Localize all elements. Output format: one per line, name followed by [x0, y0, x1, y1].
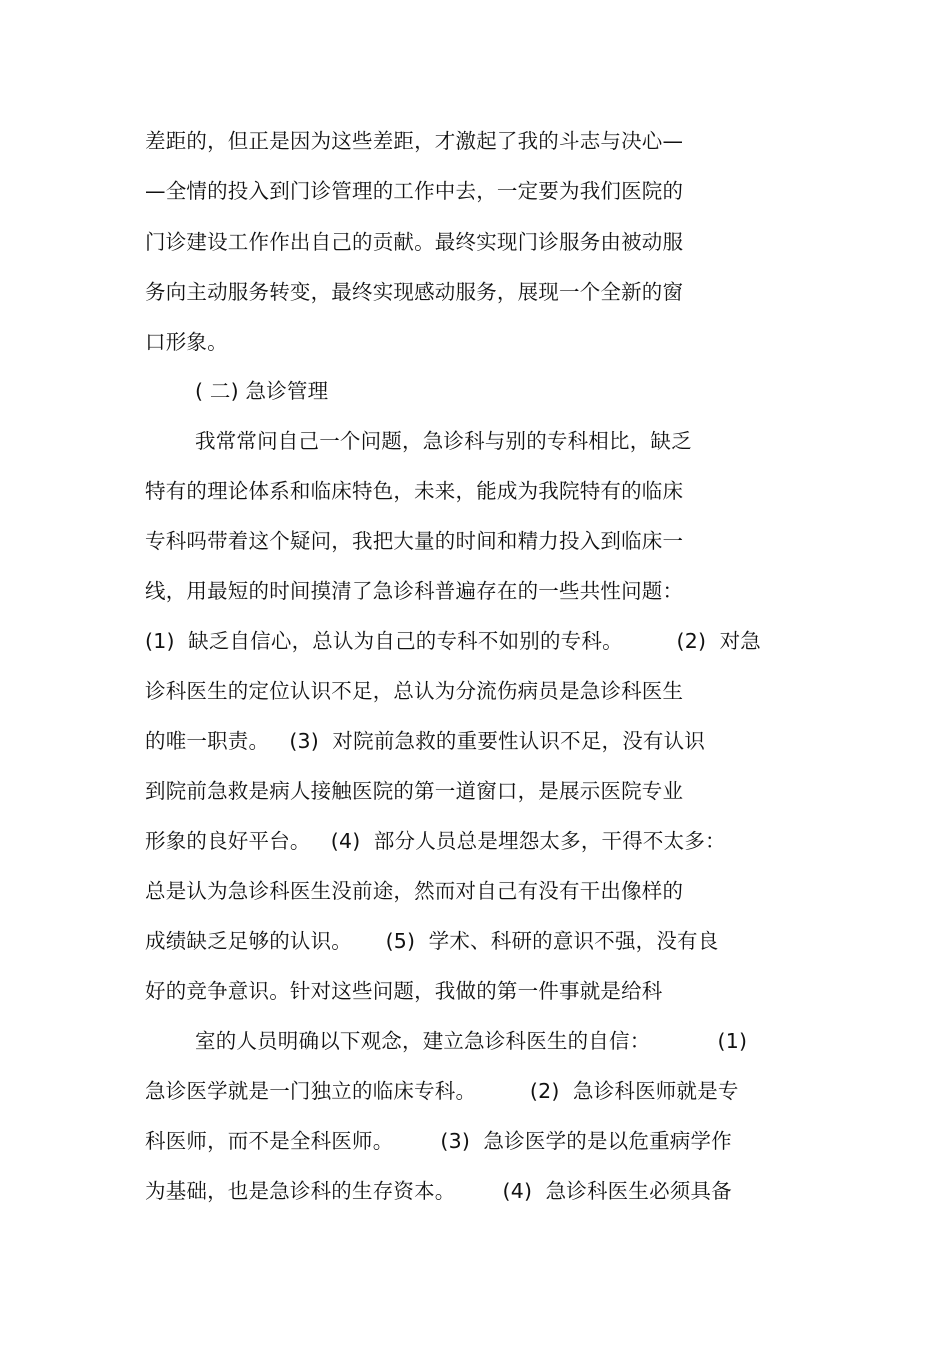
paragraph-line: 线，用最短的时间摸清了急诊科普遍存在的一些共性问题： [145, 579, 684, 603]
paragraph-line: 形象的良好平台。 (4) 部分人员总是埋怨太多，干得不太多： [145, 829, 726, 853]
paragraph-line: 的唯一职责。 (3) 对院前急救的重要性认识不足，没有认识 [145, 729, 706, 753]
paragraph-line: 科医师，而不是全科医师。 (3) 急诊医学的是以危重病学作 [145, 1129, 732, 1153]
paragraph-line: 到院前急救是病人接触医院的第一道窗口，是展示医院专业 [145, 779, 684, 803]
paragraph-line: 室的人员明确以下观念，建立急诊科医生的自信： (1) [195, 1029, 748, 1053]
paragraph-line: 专科吗带着这个疑问，我把大量的时间和精力投入到临床一 [145, 529, 684, 553]
paragraph-line: 门诊建设工作作出自己的贡献。最终实现门诊服务由被动服 [145, 230, 684, 254]
paragraph-line: 口形象。 [145, 330, 228, 354]
paragraph-line: —全情的投入到门诊管理的工作中去，一定要为我们医院的 [145, 179, 684, 203]
paragraph-line: 我常常问自己一个问题，急诊科与别的专科相比，缺乏 [195, 429, 692, 453]
paragraph-line: 好的竞争意识。针对这些问题，我做的第一件事就是给科 [145, 979, 663, 1003]
paragraph-line: 务向主动服务转变，最终实现感动服务，展现一个全新的窗 [145, 280, 684, 304]
section-heading: ( 二) 急诊管理 [195, 379, 329, 403]
paragraph-line: 差距的，但正是因为这些差距，才激起了我的斗志与决心— [145, 129, 684, 153]
paragraph-line: (1) 缺乏自信心，总认为自己的专科不如别的专科。 (2) 对急 [145, 629, 761, 653]
paragraph-line: 诊科医生的定位认识不足，总认为分流伤病员是急诊科医生 [145, 679, 684, 703]
paragraph-line: 总是认为急诊科医生没前途，然而对自己有没有干出像样的 [145, 879, 684, 903]
paragraph-line: 急诊医学就是一门独立的临床专科。 (2) 急诊科医师就是专 [145, 1079, 739, 1103]
paragraph-line: 成绩缺乏足够的认识。 (5) 学术、科研的意识不强，没有良 [145, 929, 719, 953]
paragraph-line: 为基础，也是急诊科的生存资本。 (4) 急诊科医生必须具备 [145, 1179, 732, 1203]
paragraph-line: 特有的理论体系和临床特色，未来，能成为我院特有的临床 [145, 479, 684, 503]
